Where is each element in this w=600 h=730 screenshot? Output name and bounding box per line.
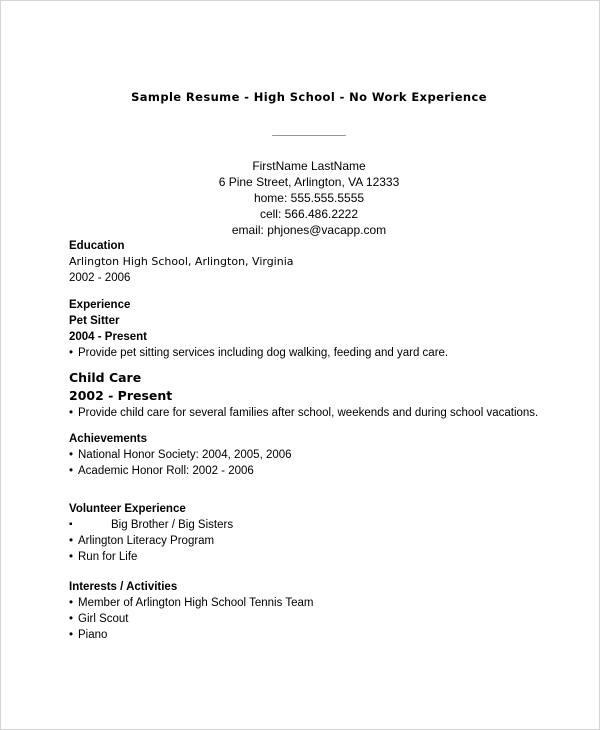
job-bullet-text: Provide pet sitting services including dog walking, feeding and yard care.	[78, 347, 449, 359]
list-item	[69, 611, 549, 627]
education-dates: 2002 - 2006	[69, 272, 131, 284]
contact-email: email: phjones@vacapp.com	[231, 223, 387, 237]
interest-text: Member of Arlington High School Tennis Team	[78, 597, 314, 609]
job-title: Child Care	[69, 370, 142, 385]
list-item	[69, 595, 549, 611]
section-achievements	[69, 431, 549, 479]
page-content	[1, 90, 599, 643]
bullet-icon: •	[69, 613, 74, 625]
contact-home-phone: home: 555.555.5555	[253, 191, 365, 205]
list-item	[69, 447, 549, 463]
bullet-icon: •	[69, 551, 74, 563]
square-bullet-icon: ▪	[69, 519, 73, 530]
section-interests	[69, 579, 549, 643]
list-item	[69, 533, 549, 549]
volunteer-text: Run for Life	[78, 551, 138, 563]
bullet-icon: •	[69, 449, 74, 461]
section-volunteer	[69, 501, 549, 565]
section-childcare	[69, 369, 549, 421]
section-education	[69, 238, 549, 286]
list-item	[69, 517, 549, 533]
volunteer-heading: Volunteer Experience	[69, 503, 186, 515]
job-dates: 2002 - Present	[69, 388, 173, 403]
divider-line: ____________	[272, 125, 346, 137]
interest-text: Girl Scout	[78, 613, 129, 625]
page-title: Sample Resume - High School - No Work Experience	[131, 90, 487, 104]
contact-address: 6 Pine Street, Arlington, VA 12333	[218, 175, 400, 189]
volunteer-text: Big Brother / Big Sisters	[111, 519, 234, 531]
bullet-icon: •	[69, 535, 74, 547]
list-item	[69, 463, 549, 479]
bullet-icon: •	[69, 465, 74, 477]
bullet-icon: •	[69, 597, 74, 609]
bullet-icon: •	[69, 407, 74, 419]
list-item	[69, 549, 549, 565]
interests-heading: Interests / Activities	[69, 581, 178, 593]
contact-block	[69, 158, 549, 238]
interest-text: Piano	[78, 629, 108, 641]
bullet-icon: •	[69, 629, 74, 641]
job-title: Pet Sitter	[69, 315, 120, 327]
list-item	[69, 345, 549, 361]
bullet-icon: •	[69, 347, 74, 359]
job-bullet-text: Provide child care for several families after school, weekends and during school vacations.	[78, 407, 539, 419]
achievement-text: National Honor Society: 2004, 2005, 2006	[78, 449, 292, 461]
volunteer-text: Arlington Literacy Program	[78, 535, 215, 547]
contact-cell-phone: cell: 566.486.2222	[259, 207, 359, 221]
list-item	[69, 627, 549, 643]
section-experience	[69, 297, 549, 361]
job-dates: 2004 - Present	[69, 331, 147, 343]
experience-heading: Experience	[69, 299, 131, 311]
education-school: Arlington High School, Arlington, Virginia	[69, 255, 294, 268]
achievements-heading: Achievements	[69, 433, 147, 445]
education-heading: Education	[69, 240, 125, 252]
achievement-text: Academic Honor Roll: 2002 - 2006	[78, 465, 254, 477]
list-item	[69, 405, 549, 421]
contact-name: FirstName LastName	[252, 159, 366, 173]
